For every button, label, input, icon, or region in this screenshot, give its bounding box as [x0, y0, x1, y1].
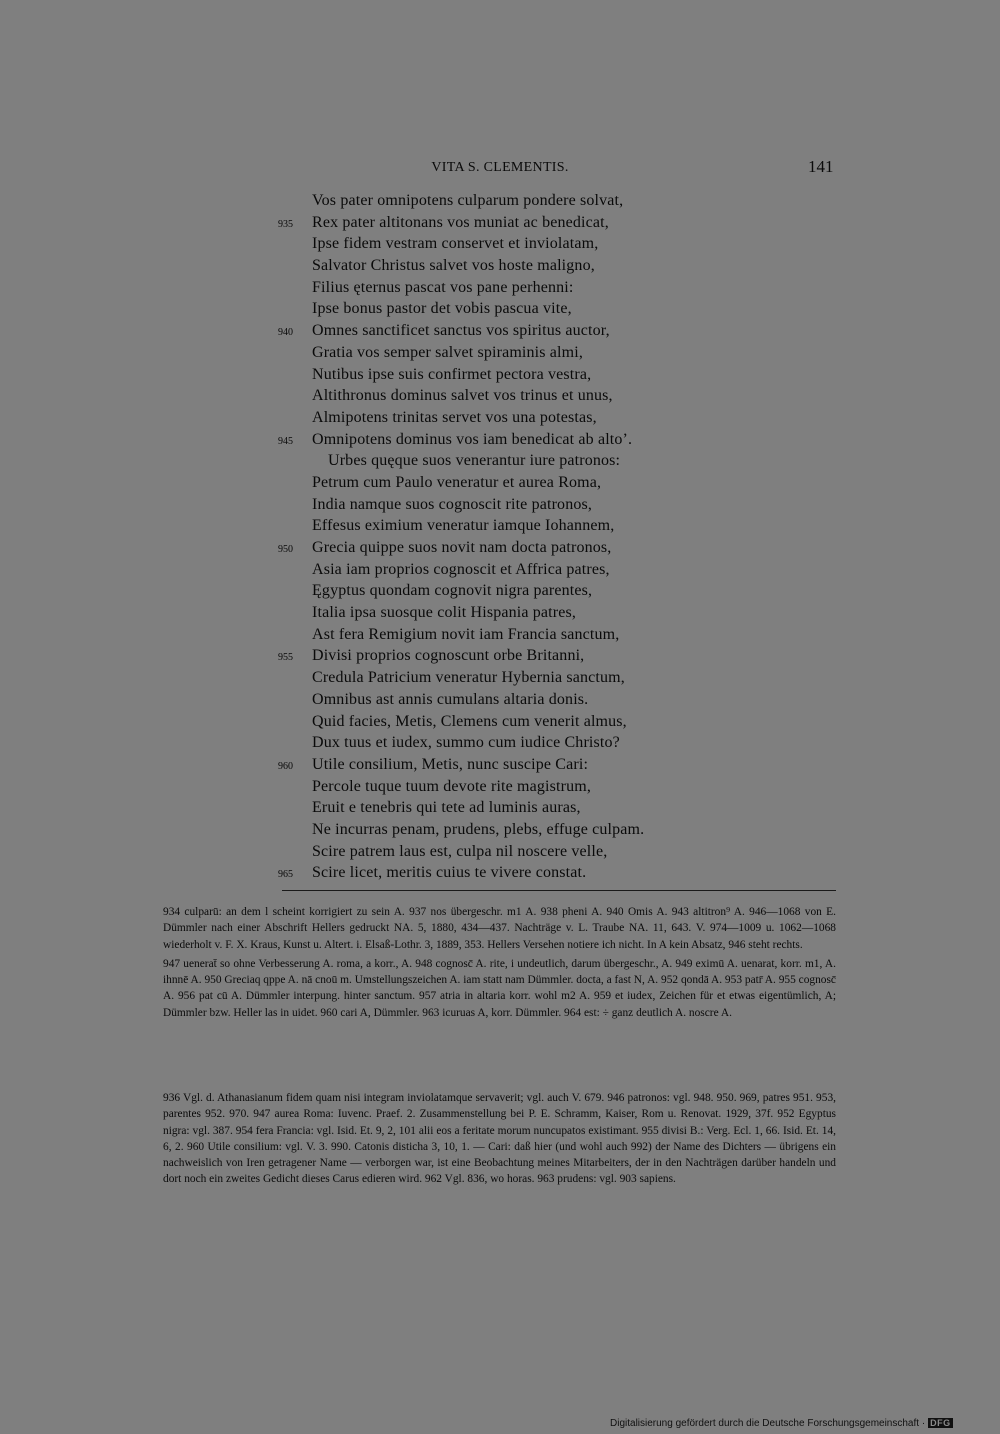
- verse-text: Effesus eximium veneratur iamque Iohannem,: [312, 517, 615, 535]
- verse-text: Dux tuus et iudex, summo cum iudice Christo?: [312, 734, 620, 752]
- verse-text: Quid facies, Metis, Clemens cum venerit almus,: [312, 712, 627, 730]
- poem-line: [0, 691, 1000, 713]
- verse-text: Utile consilium, Metis, nunc suscipe Cari:: [312, 755, 589, 773]
- page-number: 141: [808, 157, 834, 176]
- poem-line: [0, 279, 1000, 301]
- line-number: 945: [278, 435, 293, 447]
- critical-apparatus: [163, 904, 836, 1024]
- credit-text: Digitalisierung gefördert durch die Deutsche Forschungsgemeinschaft ·: [610, 1418, 926, 1429]
- poem-line: [0, 431, 1000, 453]
- verse-text: Petrum cum Paulo veneratur et aurea Roma,: [312, 473, 602, 491]
- verse-text: Salvator Christus salvet vos hoste maligno,: [312, 257, 595, 275]
- poem-line: [0, 517, 1000, 539]
- poem-line: [0, 214, 1000, 236]
- verse-text: Scire licet, meritis cuius te vivere constat.: [312, 864, 587, 882]
- poem-line: [0, 734, 1000, 756]
- poem-line: [0, 322, 1000, 344]
- poem-line: [0, 192, 1000, 214]
- poem-line: [0, 474, 1000, 496]
- verse-text: Italia ipsa suosque colit Hispania patres,: [312, 604, 577, 622]
- poem-line: [0, 344, 1000, 366]
- line-number: 960: [278, 760, 293, 772]
- poem-line: [0, 799, 1000, 821]
- verse-text: Asia iam proprios cognoscit et Affrica patres,: [312, 560, 610, 578]
- verse-text: Altithronus dominus salvet vos trinus et unus,: [312, 387, 613, 405]
- poem-line: [0, 387, 1000, 409]
- verse-text: Percole tuque tuum devote rite magistrum,: [312, 777, 591, 795]
- verse-text: Nutibus ipse suis confirmet pectora vestra,: [312, 365, 592, 383]
- verse-text: Grecia quippe suos novit nam docta patronos,: [312, 539, 612, 556]
- line-number: 935: [278, 218, 293, 230]
- verse-text: Filius ęternus pascat vos pane perhenni:: [312, 278, 574, 296]
- verse-text: Gratia vos semper salvet spiraminis almi,: [312, 343, 583, 361]
- poem-line: [0, 864, 1000, 886]
- poem-line: [0, 366, 1000, 388]
- verse-text: Almipotens trinitas servet vos una potestas,: [312, 408, 597, 426]
- poem-line: [0, 496, 1000, 518]
- verse-text: Omnes sanctificet sanctus vos spiritus auctor,: [312, 322, 610, 340]
- verse-text: Urbes quęque suos venerantur iure patronos:: [328, 452, 621, 470]
- poem-line: [0, 539, 1000, 561]
- verse-text: Omnipotens dominus vos iam benedicat ab alto’.: [312, 430, 633, 448]
- poem-line: [0, 843, 1000, 865]
- verse-text: Ne incurras penam, prudens, plebs, effuge culpam.: [312, 820, 645, 838]
- poem-line: [0, 626, 1000, 648]
- verse-text: Omnibus ast annis cumulans altaria donis.: [312, 690, 589, 708]
- apparatus-paragraph: 947 uenerat̄ so ohne Verbesserung A. roma, a korr., A. 948 cognosc̄ A. rite, i undeutlich, darum übergeschr., A. 949 eximū A. uenarat, korr. m1, A. ihnnē A. 950 Greciaq qppe A. nā cnoū m. Umstellungszeichen A. iam statt nam Dümmler. docta, a fast N, A. 952 qondā A. 953 patr̄ A. 955 cognosc̄ A. 956 pat cū A. Dümmler interpung. hinter sanctum. 957 atria in altaria korr. wohl m2 A. 959 et iudex, Zeichen für et etwas eigentümlich, A; Dümmler bzw. Heller las in uidet. 960 cari A, Dümmler. 963 icuruas A, korr. Dümmler. 964 est: ÷ ganz deutlich A. noscre A.: [163, 957, 836, 1019]
- digitization-credit: [610, 1418, 953, 1429]
- verse-text: Ipse bonus pastor det vobis pascua vite,: [312, 300, 572, 318]
- poem-line: [0, 257, 1000, 279]
- poem-line: [0, 300, 1000, 322]
- verse-text: Eruit e tenebris qui tete ad luminis auras,: [312, 799, 581, 817]
- poem-line: [0, 409, 1000, 431]
- running-title: VITA S. CLEMENTIS.: [431, 160, 569, 175]
- verse-text: Ipse fidem vestram conservet et inviolatam,: [312, 235, 599, 253]
- verse-text: Ast fera Remigium novit iam Francia sanctum,: [312, 625, 620, 643]
- line-number: 940: [278, 327, 293, 339]
- verse-text: Vos pater omnipotens culparum pondere solvat,: [312, 192, 624, 209]
- verse-text: Rex pater altitonans vos muniat ac benedicat,: [312, 213, 609, 231]
- poem-line: [0, 821, 1000, 843]
- poem-line: [0, 561, 1000, 583]
- verse-text: India namque suos cognoscit rite patronos,: [312, 495, 593, 513]
- apparatus-paragraph: 934 culparū: an dem l scheint korrigiert zu sein A. 937 nos übergeschr. m1 A. 938 pheni A. 940 Omis A. 943 altitron⁹ A. 946—1068 von E. Dümmler nach einer Abschrift Hellers gedruckt NA. 5, 1880, 434—437. Nachträge v. L. Traube NA. 11, 643. V. 974—1009 u. 1062—1068 wiederholt v. F. X. Kraus, Kunst u. Altert. i. Elsaß-Lothr. 3, 1889, 353. Hellers Versehen notiere ich nicht. In A kein Absatz, 946 steht rechts.: [163, 906, 836, 951]
- poem-line: [0, 713, 1000, 735]
- footnote-divider: [282, 890, 836, 891]
- source-notes: [163, 1090, 836, 1188]
- poem-line: [0, 647, 1000, 669]
- verse-text: Ęgyptus quondam cognovit nigra parentes,: [312, 582, 593, 600]
- poem-line: [0, 778, 1000, 800]
- line-number: 950: [278, 544, 293, 555]
- line-number: 955: [278, 652, 293, 664]
- poem-line: [0, 235, 1000, 257]
- verse-text: Divisi proprios cognoscunt orbe Britanni,: [312, 647, 585, 665]
- poem-text: [0, 192, 1000, 886]
- poem-line: [0, 604, 1000, 626]
- dfg-logo: DFG: [930, 1418, 951, 1428]
- verse-text: Credula Patricium veneratur Hybernia sanctum,: [312, 669, 625, 687]
- line-number: 965: [278, 869, 293, 881]
- poem-line: [0, 756, 1000, 778]
- source-paragraph: 936 Vgl. d. Athanasianum fidem quam nisi integram inviolatamque servaverit; vgl. auch V. 679. 946 patronos: vgl. 948. 950. 969, patres 951. 953, parentes 952. 970. 947 aurea Roma: Iuvenc. Praef. 2. Zusammenstellung bei P. E. Schramm, Kaiser, Rom u. Renovat. 1929, 37f. 952 Egyptus nigra: vgl. 387. 954 fera Francia: vgl. Isid. Et. 9, 2, 101 alii eos a feritate morum nuncupatos existimant. 955 divisi B.: Verg. Ecl. 1, 66. Isid. Et. 14, 6, 2. 960 Utile consilium: vgl. V. 3. 990. Catonis disticha 3, 10, 1. — Cari: daß hier (und wohl auch 992) der Name des Dichters — übrigens ein nachweislich von Iren getragener Name — verborgen war, ist eine Beobachtung meines Mitarbeiters, der in den Nachträgen darüber handeln und dort noch ein zweites Gedicht dieses Carus edieren wird. 962 Vgl. 836, wo horas. 963 prudens: vgl. 903 sapiens.: [163, 1092, 836, 1186]
- poem-line: [0, 582, 1000, 604]
- poem-line: [0, 669, 1000, 691]
- poem-line: [0, 452, 1000, 474]
- verse-text: Scire patrem laus est, culpa nil noscere velle,: [312, 842, 608, 860]
